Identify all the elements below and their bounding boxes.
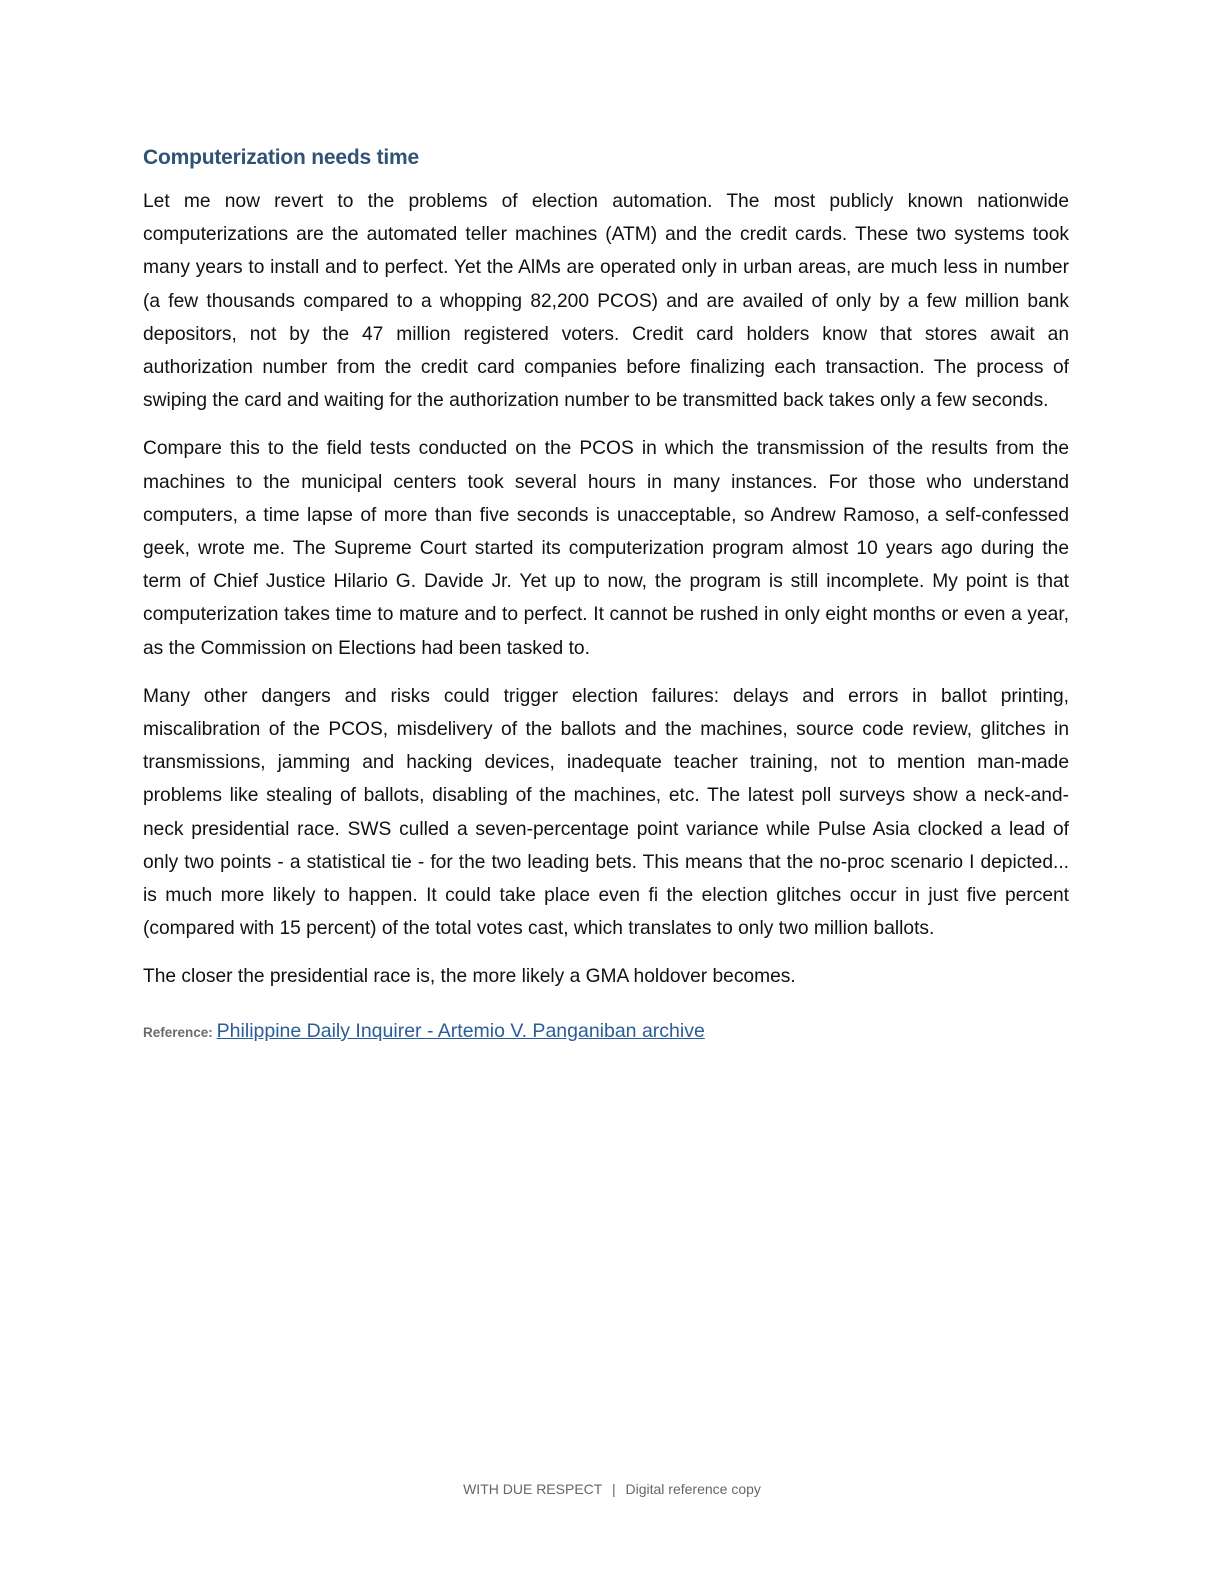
page-footer	[0, 1478, 1224, 1500]
footer-separator: |	[611, 1481, 616, 1497]
paragraph-2: Compare this to the field tests conducted on the PCOS in which the transmission of the results from the machines to the municipal centers took several hours in many instances. For those who understand computers, a time lapse of more than five seconds is unacceptable, so Andrew Ramoso, a self-confessed geek, wrote me. The Supreme Court started its computerization program almost 10 years ago during the term of Chief Justice Hilario G. Davide Jr. Yet up to now, the program is still incomplete. My point is that computerization takes time to mature and to perfect. It cannot be rushed in only eight months or even a year, as the Commission on Elections had been tasked to.	[143, 438, 1069, 659]
reference-line	[143, 1017, 1069, 1047]
footer-subtitle: Digital reference copy	[625, 1481, 761, 1497]
paragraph-1: Let me now revert to the problems of election automation. The most publicly known nationwide computerizations are the automated teller machines (ATM) and the credit cards. These two systems took many years to install and to perfect. Yet the AlMs are operated only in urban areas, are much less in number (a few thousands compared to a whopping 82,200 PCOS) and are availed of only by a few million bank depositors, not by the 47 million registered voters. Credit card holders know that stores await an authorization number from the credit card companies before finalizing each transaction. The process of swiping the card and waiting for the authorization number to be transmitted back takes only a few seconds.	[143, 191, 1069, 412]
section-heading: Computerization needs time	[143, 146, 420, 169]
reference-label: Reference:	[143, 1024, 213, 1040]
reference-link[interactable]: Philippine Daily Inquirer - Artemio V. Panganiban archive	[216, 1019, 705, 1042]
footer-title: WITH DUE RESPECT	[463, 1481, 603, 1497]
paragraph-3: Many other dangers and risks could trigger election failures: delays and errors in ballot printing, miscalibration of the PCOS, misdelivery of the ballots and the machines, source code review, glitches in transmissions, jamming and hacking devices, inadequate teacher training, not to mention man-made problems like stealing of ballots, disabling of the machines, etc. The latest poll surveys show a neck-and-neck presidential race. SWS culled a seven-percentage point variance while Pulse Asia clocked a lead of only two points - a statistical tie - for the two leading bets. This means that the no-proc scenario I depicted... is much more likely to happen. It could take place even fi the election glitches occur in just five percent (compared with 15 percent) of the total votes cast, which translates to only two million ballots.	[143, 685, 1069, 940]
document-page	[143, 143, 1069, 1047]
paragraph-4: The closer the presidential race is, the more likely a GMA holdover becomes.	[143, 966, 796, 988]
